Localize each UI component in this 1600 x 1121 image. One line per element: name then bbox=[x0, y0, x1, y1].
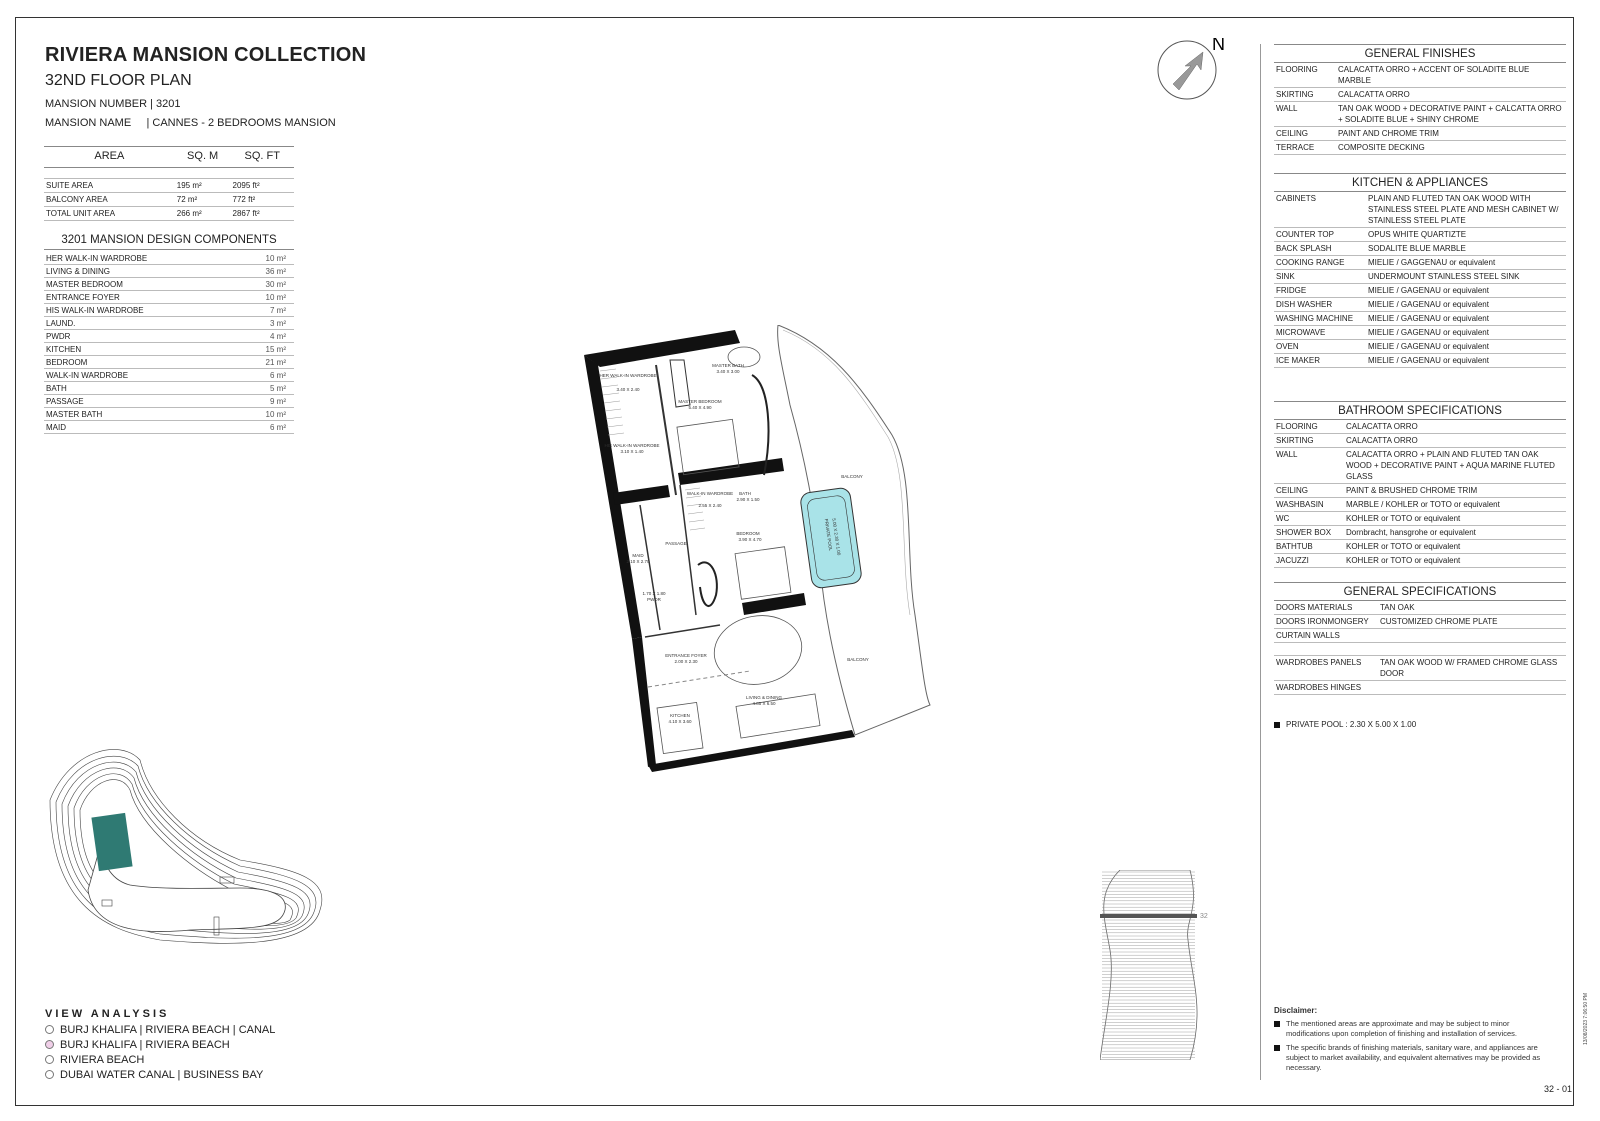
spec-value: Dornbracht, hansgrohe or equivalent bbox=[1344, 526, 1566, 540]
svg-text:3.90 X 4.70: 3.90 X 4.70 bbox=[738, 537, 762, 542]
spec-row bbox=[1274, 298, 1566, 312]
components-table bbox=[44, 252, 294, 434]
spec-row bbox=[1274, 420, 1566, 434]
kitchen-appliances-heading: KITCHEN & APPLIANCES bbox=[1274, 173, 1566, 192]
spec-key: ICE MAKER bbox=[1274, 354, 1366, 368]
spec-key: CEILING bbox=[1274, 127, 1336, 141]
component-label: LIVING & DINING bbox=[44, 265, 238, 278]
components-heading: 3201 MANSION DESIGN COMPONENTS bbox=[44, 234, 294, 250]
radio-icon bbox=[45, 1055, 54, 1064]
spec-key: JACUZZI bbox=[1274, 554, 1344, 568]
spec-value: CALACATTA ORRO bbox=[1344, 420, 1566, 434]
spec-key: SINK bbox=[1274, 270, 1366, 284]
bathroom-specs-heading: BATHROOM SPECIFICATIONS bbox=[1274, 401, 1566, 420]
spec-value: PLAIN AND FLUTED TAN OAK WOOD WITH STAINLESS STEEL PLATE AND MESH CABINET W/ STAINLESS STEEL PLATE bbox=[1366, 192, 1566, 228]
component-label: KITCHEN bbox=[44, 343, 238, 356]
svg-text:3.10 X 1.40: 3.10 X 1.40 bbox=[620, 449, 644, 454]
spec-value: OPUS WHITE QUARTIZTE bbox=[1366, 228, 1566, 242]
spec-value: UNDERMOUNT STAINLESS STEEL SINK bbox=[1366, 270, 1566, 284]
spec-key: DISH WASHER bbox=[1274, 298, 1366, 312]
spec-row bbox=[1274, 643, 1566, 656]
component-area: 10 m² bbox=[238, 291, 294, 304]
spec-value: KOHLER or TOTO or equivalent bbox=[1344, 554, 1566, 568]
spec-key: CURTAIN WALLS bbox=[1274, 629, 1378, 643]
label-master-bedroom: MASTER BEDROOM bbox=[678, 399, 722, 404]
spec-row bbox=[1274, 656, 1566, 681]
view-option-label: DUBAI WATER CANAL | BUSINESS BAY bbox=[60, 1068, 264, 1081]
spec-value: SODALITE BLUE MARBLE bbox=[1366, 242, 1566, 256]
spec-row bbox=[1274, 512, 1566, 526]
spec-value: MIELIE / GAGENAU or equivalent bbox=[1366, 354, 1566, 368]
spec-row bbox=[1274, 340, 1566, 354]
view-option[interactable] bbox=[45, 1037, 275, 1052]
component-area: 10 m² bbox=[238, 408, 294, 421]
component-area: 3 m² bbox=[238, 317, 294, 330]
spec-row bbox=[1274, 326, 1566, 340]
spec-key: FLOORING bbox=[1274, 63, 1336, 88]
component-row bbox=[44, 369, 294, 382]
area-table bbox=[44, 146, 294, 221]
disclaimer bbox=[1274, 1006, 1544, 1077]
disclaimer-item bbox=[1274, 1043, 1544, 1073]
spec-value bbox=[1378, 643, 1566, 656]
area-sqft: 2095 ft² bbox=[231, 179, 294, 193]
spec-row bbox=[1274, 192, 1566, 228]
spec-value: TAN OAK WOOD + DECORATIVE PAINT + CALCATTA ORRO + SOLADITE BLUE + SHINY CHROME bbox=[1336, 102, 1566, 127]
component-label: MASTER BEDROOM bbox=[44, 278, 238, 291]
column-divider bbox=[1260, 44, 1261, 1080]
label-bath: BATH bbox=[739, 491, 751, 496]
bullet-icon bbox=[1274, 1021, 1280, 1027]
component-label: WALK-IN WARDROBE bbox=[44, 369, 238, 382]
spec-key: OVEN bbox=[1274, 340, 1366, 354]
spec-row bbox=[1274, 554, 1566, 568]
tower-elevation bbox=[1100, 870, 1210, 1060]
spec-row bbox=[1274, 681, 1566, 695]
component-row bbox=[44, 252, 294, 265]
label-passage: PASSAGE bbox=[665, 541, 687, 546]
svg-text:4.85 X 6.50: 4.85 X 6.50 bbox=[752, 701, 776, 706]
view-option-label: BURJ KHALIFA | RIVIERA BEACH bbox=[60, 1038, 230, 1051]
spec-key: FLOORING bbox=[1274, 420, 1344, 434]
bathroom-specs-section bbox=[1274, 401, 1566, 568]
mansion-name: MANSION NAME | CANNES - 2 BEDROOMS MANSION bbox=[45, 117, 336, 129]
component-label: PASSAGE bbox=[44, 395, 238, 408]
north-arrow-icon bbox=[1157, 38, 1227, 108]
component-area: 6 m² bbox=[238, 369, 294, 382]
label-kitchen: KITCHEN bbox=[670, 713, 690, 718]
spec-row bbox=[1274, 540, 1566, 554]
spec-value: MIELIE / GAGENAU or equivalent bbox=[1366, 284, 1566, 298]
spec-key: COUNTER TOP bbox=[1274, 228, 1366, 242]
spec-value bbox=[1378, 681, 1566, 695]
label-pwdr: PWDR bbox=[647, 597, 661, 602]
component-row bbox=[44, 317, 294, 330]
label-bedroom: BEDROOM bbox=[736, 531, 760, 536]
component-area: 10 m² bbox=[238, 252, 294, 265]
spec-value: PAINT & BRUSHED CHROME TRIM bbox=[1344, 484, 1566, 498]
page-number: 32 - 01 bbox=[1544, 1084, 1573, 1094]
spec-key: FRIDGE bbox=[1274, 284, 1366, 298]
spec-row bbox=[1274, 228, 1566, 242]
label-walkin-wardrobe: WALK-IN WARDROBE bbox=[686, 491, 734, 496]
svg-text:2.10 X 2.70: 2.10 X 2.70 bbox=[626, 559, 650, 564]
collection-title: RIVIERA MANSION COLLECTION bbox=[45, 44, 367, 66]
kitchen-appliances-section bbox=[1274, 173, 1566, 368]
area-sqm: 266 m² bbox=[175, 207, 231, 221]
component-area: 30 m² bbox=[238, 278, 294, 291]
label-his-wardrobe: HIS WALK-IN WARDROBE bbox=[604, 443, 660, 448]
spec-key: DOORS IRONMONGERY bbox=[1274, 615, 1378, 629]
area-sqm: 195 m² bbox=[175, 179, 231, 193]
label-master-bath: MASTER BATH bbox=[712, 363, 744, 368]
component-row bbox=[44, 408, 294, 421]
spec-key: WASHING MACHINE bbox=[1274, 312, 1366, 326]
component-row bbox=[44, 304, 294, 317]
spec-value: CALACATTA ORRO bbox=[1336, 88, 1566, 102]
spec-value bbox=[1378, 629, 1566, 643]
spec-value: MIELIE / GAGENAU or equivalent bbox=[1366, 326, 1566, 340]
spec-value: CALACATTA ORRO + PLAIN AND FLUTED TAN OAK WOOD + DECORATIVE PAINT + AQUA MARINE FLUTED GLASS bbox=[1344, 448, 1566, 484]
component-label: PWDR bbox=[44, 330, 238, 343]
disclaimer-heading: Disclaimer: bbox=[1274, 1006, 1318, 1015]
spec-row bbox=[1274, 102, 1566, 127]
disclaimer-text: The specific brands of finishing materials, sanitary ware, and appliances are subject to market availability, and equivalent alternatives may be provided as necessary. bbox=[1286, 1043, 1541, 1072]
component-label: MAID bbox=[44, 421, 238, 434]
view-option[interactable] bbox=[45, 1067, 275, 1082]
component-row bbox=[44, 395, 294, 408]
spec-key: WC bbox=[1274, 512, 1344, 526]
component-label: ENTRANCE FOYER bbox=[44, 291, 238, 304]
area-sqm: 72 m² bbox=[175, 193, 231, 207]
label-balcony-2: BALCONY bbox=[847, 657, 869, 662]
spec-key: DOORS MATERIALS bbox=[1274, 601, 1378, 615]
spec-value: MIELIE / GAGENAU or equivalent bbox=[1366, 340, 1566, 354]
area-row bbox=[44, 207, 294, 221]
spec-key: WARDROBES HINGES bbox=[1274, 681, 1378, 695]
spec-key: WALL bbox=[1274, 448, 1344, 484]
general-finishes-section bbox=[1274, 44, 1566, 155]
spec-row bbox=[1274, 615, 1566, 629]
radio-icon bbox=[45, 1025, 54, 1034]
spec-row bbox=[1274, 434, 1566, 448]
radio-icon bbox=[45, 1040, 54, 1049]
area-label: BALCONY AREA bbox=[44, 193, 175, 207]
area-row bbox=[44, 193, 294, 207]
general-specs-section bbox=[1274, 582, 1566, 695]
tower-floor-label: 32 bbox=[1200, 913, 1208, 920]
component-area: 36 m² bbox=[238, 265, 294, 278]
spec-key: WARDROBES PANELS bbox=[1274, 656, 1378, 681]
spec-value: KOHLER or TOTO or equivalent bbox=[1344, 512, 1566, 526]
area-label: TOTAL UNIT AREA bbox=[44, 207, 175, 221]
spec-row bbox=[1274, 242, 1566, 256]
component-label: HIS WALK-IN WARDROBE bbox=[44, 304, 238, 317]
component-row bbox=[44, 265, 294, 278]
component-row bbox=[44, 421, 294, 434]
component-row bbox=[44, 356, 294, 369]
svg-text:2.00 X 2.30: 2.00 X 2.30 bbox=[674, 659, 698, 664]
svg-text:3.40 X 3.00: 3.40 X 3.00 bbox=[716, 369, 740, 374]
spec-row bbox=[1274, 448, 1566, 484]
spec-key: COOKING RANGE bbox=[1274, 256, 1366, 270]
spec-value: TAN OAK WOOD W/ FRAMED CHROME GLASS DOOR bbox=[1378, 656, 1566, 681]
spec-value: CUSTOMIZED CHROME PLATE bbox=[1378, 615, 1566, 629]
svg-text:2.55 X 2.40: 2.55 X 2.40 bbox=[698, 503, 722, 508]
area-sqft: 772 ft² bbox=[231, 193, 294, 207]
component-area: 9 m² bbox=[238, 395, 294, 408]
component-area: 15 m² bbox=[238, 343, 294, 356]
key-plan bbox=[40, 740, 340, 965]
spec-key: MICROWAVE bbox=[1274, 326, 1366, 340]
floor-plan bbox=[520, 325, 950, 785]
label-maid: MAID bbox=[632, 553, 644, 558]
label-entrance-foyer: ENTRANCE FOYER bbox=[665, 653, 707, 658]
component-row bbox=[44, 343, 294, 356]
area-row bbox=[44, 179, 294, 193]
spec-value: MIELIE / GAGENAU or equivalent bbox=[1366, 312, 1566, 326]
svg-text:4.10 X 3.60: 4.10 X 3.60 bbox=[668, 719, 692, 724]
spec-key: WASHBASIN bbox=[1274, 498, 1344, 512]
spec-value: COMPOSITE DECKING bbox=[1336, 141, 1566, 155]
sqft-header: SQ. FT bbox=[231, 147, 294, 168]
component-label: MASTER BATH bbox=[44, 408, 238, 421]
spec-row bbox=[1274, 270, 1566, 284]
component-label: LAUND. bbox=[44, 317, 238, 330]
mansion-number: MANSION NUMBER | 3201 bbox=[45, 98, 181, 110]
component-row bbox=[44, 330, 294, 343]
label-pool: PRIVATE POOL bbox=[823, 518, 834, 552]
component-area: 5 m² bbox=[238, 382, 294, 395]
svg-text:5.40 X 4.90: 5.40 X 4.90 bbox=[688, 405, 712, 410]
north-label: N bbox=[1212, 38, 1225, 54]
component-area: 21 m² bbox=[238, 356, 294, 369]
spec-key: BACK SPLASH bbox=[1274, 242, 1366, 256]
spec-key: TERRACE bbox=[1274, 141, 1336, 155]
private-pool-note: PRIVATE POOL : 2.30 X 5.00 X 1.00 bbox=[1274, 720, 1416, 729]
general-finishes-heading: GENERAL FINISHES bbox=[1274, 44, 1566, 63]
spec-value: KOHLER or TOTO or equivalent bbox=[1344, 540, 1566, 554]
spec-key: SKIRTING bbox=[1274, 88, 1336, 102]
spec-key: WALL bbox=[1274, 102, 1336, 127]
spec-row bbox=[1274, 88, 1566, 102]
view-analysis-heading: VIEW ANALYSIS bbox=[45, 1008, 170, 1020]
spec-row bbox=[1274, 629, 1566, 643]
spec-row bbox=[1274, 601, 1566, 615]
spec-key bbox=[1274, 643, 1378, 656]
floor-title: 32ND FLOOR PLAN bbox=[45, 72, 192, 89]
spec-key: SKIRTING bbox=[1274, 434, 1344, 448]
component-area: 6 m² bbox=[238, 421, 294, 434]
spec-value: CALACATTA ORRO + ACCENT OF SOLADITE BLUE MARBLE bbox=[1336, 63, 1566, 88]
spec-row bbox=[1274, 141, 1566, 155]
bullet-icon bbox=[1274, 1045, 1280, 1051]
component-row bbox=[44, 291, 294, 304]
sqm-header: SQ. M bbox=[175, 147, 231, 168]
spec-key: CEILING bbox=[1274, 484, 1344, 498]
spec-row bbox=[1274, 256, 1566, 270]
svg-text:3.40 X 2.40: 3.40 X 2.40 bbox=[616, 387, 640, 392]
svg-text:1.70 X 1.80: 1.70 X 1.80 bbox=[642, 591, 666, 596]
general-specs-heading: GENERAL SPECIFICATIONS bbox=[1274, 582, 1566, 601]
view-analysis bbox=[45, 1008, 275, 1082]
view-option[interactable] bbox=[45, 1022, 275, 1037]
component-row bbox=[44, 382, 294, 395]
spec-value: MIELIE / GAGGENAU or equivalent bbox=[1366, 256, 1566, 270]
radio-icon bbox=[45, 1070, 54, 1079]
spec-value: CALACATTA ORRO bbox=[1344, 434, 1566, 448]
spec-value: MIELIE / GAGENAU or equivalent bbox=[1366, 298, 1566, 312]
label-living-dining: LIVING & DINING bbox=[745, 695, 783, 700]
label-her-wardrobe: HER WALK-IN WARDROBE bbox=[599, 373, 657, 378]
spec-value: PAINT AND CHROME TRIM bbox=[1336, 127, 1566, 141]
area-label: SUITE AREA bbox=[44, 179, 175, 193]
current-floor-marker bbox=[1100, 914, 1197, 918]
view-option-label: BURJ KHALIFA | RIVIERA BEACH | CANAL bbox=[60, 1023, 276, 1036]
spec-key: SHOWER BOX bbox=[1274, 526, 1344, 540]
spec-row bbox=[1274, 498, 1566, 512]
spec-row bbox=[1274, 284, 1566, 298]
svg-text:5.00 X 2.30 X 1.00: 5.00 X 2.30 X 1.00 bbox=[831, 517, 842, 556]
component-area: 4 m² bbox=[238, 330, 294, 343]
area-header: AREA bbox=[44, 147, 175, 168]
spec-value: TAN OAK bbox=[1378, 601, 1566, 615]
view-option-label: RIVIERA BEACH bbox=[60, 1053, 145, 1066]
view-option[interactable] bbox=[45, 1052, 275, 1067]
component-label: BEDROOM bbox=[44, 356, 238, 369]
component-label: BATH bbox=[44, 382, 238, 395]
spec-key: BATHTUB bbox=[1274, 540, 1344, 554]
disclaimer-item bbox=[1274, 1019, 1544, 1039]
spec-value: MARBLE / KOHLER or TOTO or equivalent bbox=[1344, 498, 1566, 512]
spec-row bbox=[1274, 63, 1566, 88]
spec-key: CABINETS bbox=[1274, 192, 1366, 228]
spec-row bbox=[1274, 484, 1566, 498]
spec-row bbox=[1274, 526, 1566, 540]
component-area: 7 m² bbox=[238, 304, 294, 317]
svg-text:2.90 X 1.50: 2.90 X 1.50 bbox=[736, 497, 760, 502]
spec-row bbox=[1274, 354, 1566, 368]
spec-row bbox=[1274, 127, 1566, 141]
label-balcony-1: BALCONY bbox=[841, 474, 863, 479]
print-timestamp: 13/08/2023 7:06:50 PM bbox=[1583, 993, 1589, 1045]
spec-row bbox=[1274, 312, 1566, 326]
component-row bbox=[44, 278, 294, 291]
area-sqft: 2867 ft² bbox=[231, 207, 294, 221]
disclaimer-text: The mentioned areas are approximate and may be subject to minor modifications upon completion of finishing and installation of services. bbox=[1286, 1019, 1517, 1038]
component-label: HER WALK-IN WARDROBE bbox=[44, 252, 238, 265]
